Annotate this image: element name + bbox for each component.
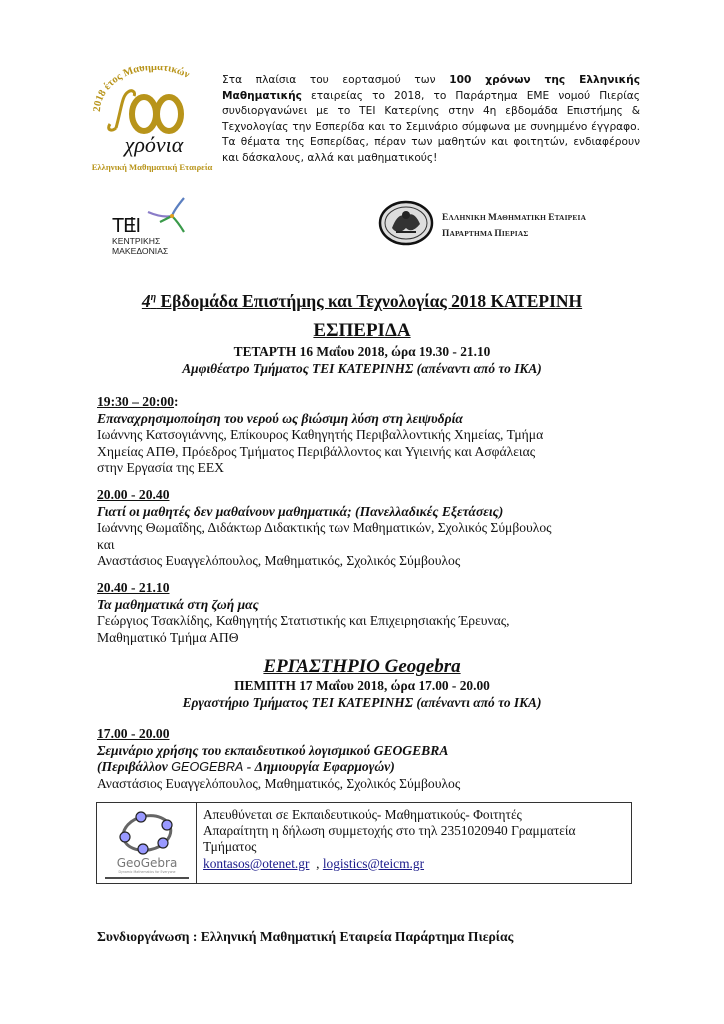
tei-abbr: ΤΕΙ xyxy=(112,215,141,237)
session-speaker-line: στην Εργασία της ΕΕΧ xyxy=(97,460,224,476)
email-link-kontasos[interactable]: kontasos@otenet.gr xyxy=(203,855,310,871)
eme-branch-header xyxy=(442,210,586,242)
session-topic-part: (Περιβάλλον xyxy=(97,759,172,775)
session-time: 20.40 - 21.10 xyxy=(97,580,170,595)
email-separator: , xyxy=(309,855,323,871)
eme-header-cap: Π xyxy=(442,229,450,239)
session-1 xyxy=(97,394,657,477)
tei-line1: ΚΕΝΤΡΙΚΗΣ xyxy=(112,236,161,246)
tei-central-macedonia-logo xyxy=(104,192,224,258)
intro-text-rest: εταιρείας το 2018, το Παράρτημα ΕΜΕ νομού Πιερίας συνδιοργανώνει με το ΤΕΙ Κατερίνης στην 4η εβδομάδα Επιστήμης & Τεχνολογίας την Εσπερίδα και το Σεμινάριο σύμφωνα με συνημμένο έγγραφο. Τα θέματα της Εσπερίδας, πέραν των μαθητών και φοιτητών, ενδιαφέρουν και δάσκαλους, αλλά και μαθηματικούς! xyxy=(222,89,640,164)
session-2 xyxy=(97,487,657,570)
eme-branch-name xyxy=(442,226,586,242)
tei-swoosh-purple xyxy=(148,212,172,217)
eme-header-cap: Π xyxy=(494,229,502,239)
eme-100-years-logo xyxy=(82,66,222,178)
geogebra-logo xyxy=(97,803,197,883)
logo-zero-2 xyxy=(157,97,181,131)
eme-header-rest: ΛΛΗΝΙΚΗ xyxy=(448,213,488,222)
session-topic-part: - Δημιουργία Εφαρμογών) xyxy=(243,759,395,775)
intro-text-start: Στα πλαίσια του εορτασμού των xyxy=(222,74,450,86)
intro-paragraph xyxy=(222,73,640,167)
session-time: 19:30 – 20:00 xyxy=(97,394,175,409)
tei-swoosh-center xyxy=(170,214,174,218)
eme-header-rest: ΙΕΡΙΑΣ xyxy=(501,229,529,238)
eme-seal-graphic xyxy=(376,198,436,248)
co-organizer-footer: Συνδιοργάνωση : Ελληνική Μαθηματική Εταιρεία Παράρτημα Πιερίας xyxy=(97,929,514,944)
session-topic: Σεμινάριο χρήσης του εκπαιδευτικού λογισμικού GEOGEBRA xyxy=(97,742,449,758)
workshop-date: ΠΕΜΠΤΗ 17 Μαΐου 2018, ώρα 17.00 - 20.00 xyxy=(234,678,490,693)
title-ordinal-sup: η xyxy=(150,292,157,304)
intro-highlight: 100 χρόνων της Ελληνικής Μαθηματικής xyxy=(222,74,640,102)
geogebra-tagline: Dynamic Mathematics for Everyone xyxy=(118,870,176,874)
main-title xyxy=(0,291,724,312)
eme-header-rest: ΑΘΗΜΑΤΙΚΗ xyxy=(497,213,549,222)
email-link-logistics[interactable]: logistics@teicm.gr xyxy=(322,855,425,871)
session-time: 20.00 - 20.40 xyxy=(97,487,170,502)
session-speaker-line: Αναστάσιος Ευαγγελόπουλος, Μαθηματικός, Σχολικός Σύμβουλος xyxy=(97,775,461,791)
session-topic: Τα μαθηματικά στη ζωή μας xyxy=(97,596,259,612)
session-speaker-line: Αναστάσιος Ευαγγελόπουλος, Μαθηματικός, Σχολικός Σύμβουλος xyxy=(97,553,461,569)
workshop-title: ΕΡΓΑΣΤΗΡΙΟ Geogebra xyxy=(263,656,461,677)
session-time-suffix: : xyxy=(174,394,179,409)
info-text xyxy=(197,803,576,883)
esperida-venue: Αμφιθέατρο Τμήματος ΤΕΙ ΚΑΤΕΡΙΝΗΣ (απέναντι από το ΙΚΑ) xyxy=(182,361,542,376)
session-speaker-line: Μαθηματικό Τμήμα ΑΠΘ xyxy=(97,629,239,645)
logo-zero-1 xyxy=(132,97,156,131)
logo-arc-text: 2018 έτος Μαθηματικών xyxy=(91,66,192,113)
session-topic: Γιατί οι μαθητές δεν μαθαίνουν μαθηματικά; (Πανελλαδικές Εξετάσεις) xyxy=(97,503,504,519)
workshop-session xyxy=(97,726,657,792)
tei-logo-graphic xyxy=(104,192,224,258)
eme-header-cap: Ε xyxy=(442,213,449,223)
eme-seal-logo xyxy=(376,198,436,248)
tei-swoosh-green xyxy=(160,216,184,232)
geogebra-logo-graphic xyxy=(101,807,193,879)
esperida-date: ΤΕΤΑΡΤΗ 16 Μαΐου 2018, ώρα 19.30 - 21.10 xyxy=(233,344,491,359)
eme-header-cap: Μ xyxy=(487,213,498,223)
eme-header-cap: Ε xyxy=(548,213,555,223)
title-ordinal: 4 xyxy=(141,291,151,311)
tei-swoosh-blue xyxy=(172,198,184,216)
tei-line2: ΜΑΚΕΔΟΝΙΑΣ xyxy=(112,246,169,256)
info-registration: Απαραίτητη η δήλωση συμμετοχής στο τηλ 2351020940 Γραμματεία xyxy=(203,823,576,839)
registration-info-box xyxy=(96,802,632,884)
esperida-title: ΕΣΠΕΡΙΔΑ xyxy=(313,320,411,341)
session-speaker-line: Γεώργιος Τσακλίδης, Καθηγητής Στατιστικής και Επιχειρησιακής Έρευνας, xyxy=(97,613,510,629)
session-speaker-line: και xyxy=(97,536,115,552)
session-speaker-line: Χημείας ΑΠΘ, Πρόεδρος Τμήματος Περιβάλλοντος και Υγιεινής και Ασφάλειας xyxy=(97,443,536,459)
geogebra-name: GeoGebra xyxy=(116,856,178,870)
logo-subtitle: Ελληνική Μαθηματική Εταιρεία xyxy=(91,162,213,172)
logo-word: χρόνια xyxy=(124,132,184,157)
session-speaker-line: Ιωάννης Κατσογιάννης, Επίκουρος Καθηγητής Περιβαλλοντικής Χημείας, Τμήμα xyxy=(97,427,544,443)
info-audience: Απευθύνεται σε Εκπαιδευτικούς- Μαθηματικούς- Φοιτητές xyxy=(203,807,522,822)
session-3 xyxy=(97,580,657,646)
session-topic-software: GEOGEBRA xyxy=(171,760,244,775)
workshop-venue: Εργαστήριο Τμήματος ΤΕΙ ΚΑΤΕΡΙΝΗΣ (απέναντι από το ΙΚΑ) xyxy=(182,695,542,710)
eme-header-rest: ΤΑΙΡΕΙΑ xyxy=(554,213,587,222)
title-text: Εβδομάδα Επιστήμης και Τεχνολογίας 2018 ΚΑΤΕΡΙΝΗ xyxy=(156,291,583,311)
session-speaker-line: Ιωάννης Θωμαΐδης, Διδάκτωρ Διδακτικής των Μαθηματικών, Σχολικός Σύμβουλος xyxy=(97,520,552,536)
session-topic: Επαναχρησιμοποίηση του νερού ως βιώσιμη λύση στη λειψυδρία xyxy=(97,410,463,426)
eme-name xyxy=(442,210,586,226)
eme-header-rest: ΑΡΑΡΤΗΜΑ xyxy=(449,229,495,238)
eme-100-years-logo-graphic xyxy=(82,66,222,178)
info-department: Τμήματος xyxy=(203,839,257,855)
session-time: 17.00 - 20.00 xyxy=(97,726,170,741)
